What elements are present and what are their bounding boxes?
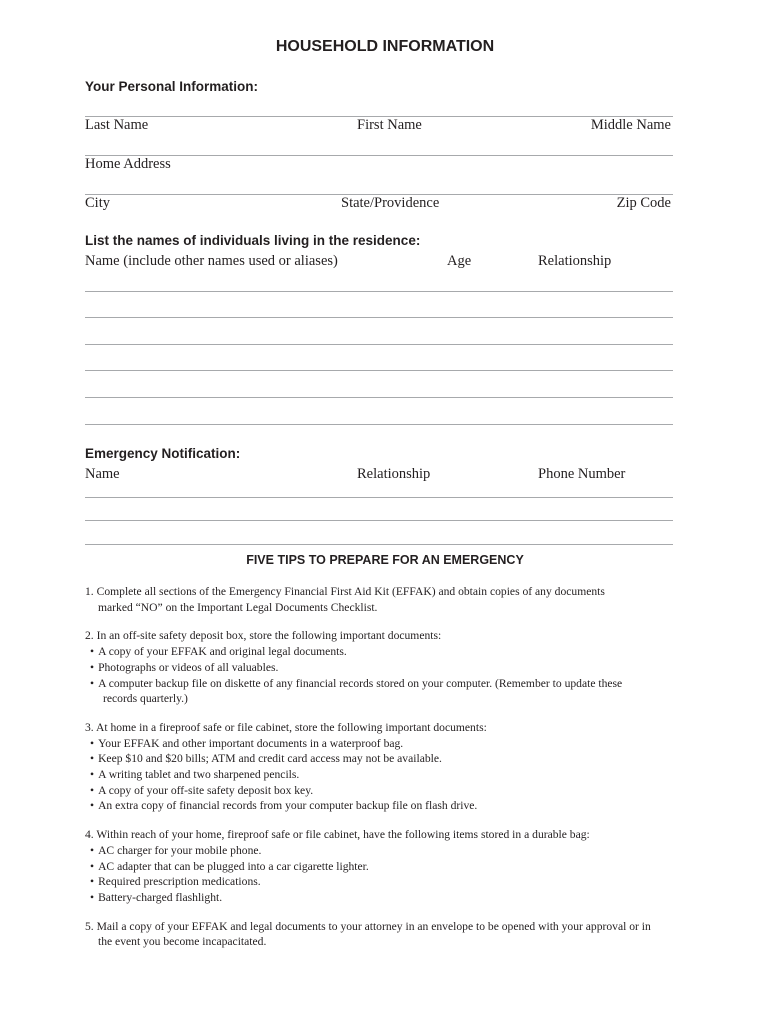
tip-2-intro: 2. In an off-site safety deposit box, store the following important documents: [85,629,442,643]
emergency-line [85,520,673,521]
emergency-name-column: Name [85,466,120,482]
resident-line [85,317,673,318]
emergency-phone-column: Phone Number [538,466,626,482]
list-item [85,890,685,906]
address-rule [85,155,673,156]
residents-heading: List the names of individuals living in the residence: [85,233,421,248]
list-item [85,767,685,783]
tip-3 [85,720,685,814]
resident-line [85,344,673,345]
list-item [85,751,685,767]
emergency-line [85,544,673,545]
emergency-heading: Emergency Notification: [85,446,241,461]
bullet: • [90,890,95,904]
list-item [85,783,685,799]
tip-2-bullet-3-cont: records quarterly.) [103,692,188,706]
bullet: • [90,859,95,873]
tip-3-bullet-5: An extra copy of financial records from your computer backup file on flash drive. [98,799,478,813]
tip-4 [85,827,685,906]
tip-3-bullet-1: Your EFFAK and other important documents in a waterproof bag. [98,736,404,750]
bullet: • [90,752,95,766]
emergency-relationship-column: Relationship [357,466,431,482]
list-item [85,644,685,660]
bullet: • [90,676,95,690]
tip-3-intro: 3. At home in a fireproof safe or file cabinet, store the following important documents: [85,720,487,734]
list-item [85,874,685,890]
tip-3-bullet-2: Keep $10 and $20 bills; ATM and credit card access may not be available. [98,752,442,766]
tip-2-bullets [85,644,685,707]
bullet: • [90,768,95,782]
resident-line [85,424,673,425]
list-item [85,660,685,676]
tip-5 [85,919,685,950]
tip-5-line1: 5. Mail a copy of your EFFAK and legal documents to your attorney in an envelope to be opened with your approval or in [85,919,651,933]
state-label: State/Providence [341,195,440,211]
bullet: • [90,660,95,674]
list-item [85,843,685,859]
tip-2-bullet-1: A copy of your EFFAK and original legal documents. [98,645,347,659]
page-title: HOUSEHOLD INFORMATION [275,38,495,55]
list-item [85,736,685,752]
tip-2-bullet-3: A computer backup file on diskette of any financial records stored on your computer. (Remember to update these [98,676,623,690]
tip-2 [85,628,685,707]
list-item [85,798,685,814]
tip-2-bullet-2: Photographs or videos of all valuables. [98,660,279,674]
tip-4-bullets [85,843,685,906]
resident-name-column: Name (include other names used or aliases) [85,253,338,269]
personal-info-heading: Your Personal Information: [85,79,259,94]
first-name-label: First Name [357,117,422,133]
bullet: • [90,645,95,659]
resident-line [85,370,673,371]
tip-4-bullet-2: AC adapter that can be plugged into a car cigarette lighter. [98,859,369,873]
tip-1-line1: 1. Complete all sections of the Emergency Financial First Aid Kit (EFFAK) and obtain copies of any documents [85,585,605,598]
bullet: • [90,843,95,857]
tip-1-line2: marked “NO” on the Important Legal Documents Checklist. [98,600,378,614]
tip-4-bullet-1: AC charger for your mobile phone. [98,843,262,857]
zip-code-label: Zip Code [616,195,671,211]
tip-3-bullets [85,736,685,815]
resident-age-column: Age [447,253,472,269]
middle-name-label: Middle Name [590,117,671,133]
resident-relationship-column: Relationship [538,253,612,269]
bullet: • [90,736,95,750]
tip-3-bullet-4: A copy of your off-site safety deposit box key. [98,783,314,797]
resident-line [85,291,673,292]
tip-5-line2: the event you become incapacitated. [98,935,267,949]
bullet: • [90,875,95,889]
home-address-label: Home Address [85,156,171,172]
bullet: • [90,799,95,813]
tip-1 [85,584,685,615]
last-name-label: Last Name [85,117,149,133]
city-label: City [85,195,110,211]
tip-4-bullet-3: Required prescription medications. [98,875,261,889]
tip-4-intro: 4. Within reach of your home, fireproof safe or file cabinet, have the following items stored in a durable bag: [85,828,590,842]
list-item [85,676,685,707]
bullet: • [90,783,95,797]
tip-4-bullet-4: Battery-charged flashlight. [98,890,223,904]
emergency-line [85,497,673,498]
tips-list [85,584,685,963]
resident-line [85,397,673,398]
tip-3-bullet-3: A writing tablet and two sharpened pencils. [98,768,300,782]
list-item [85,859,685,875]
tips-heading: FIVE TIPS TO PREPARE FOR AN EMERGENCY [246,553,524,567]
